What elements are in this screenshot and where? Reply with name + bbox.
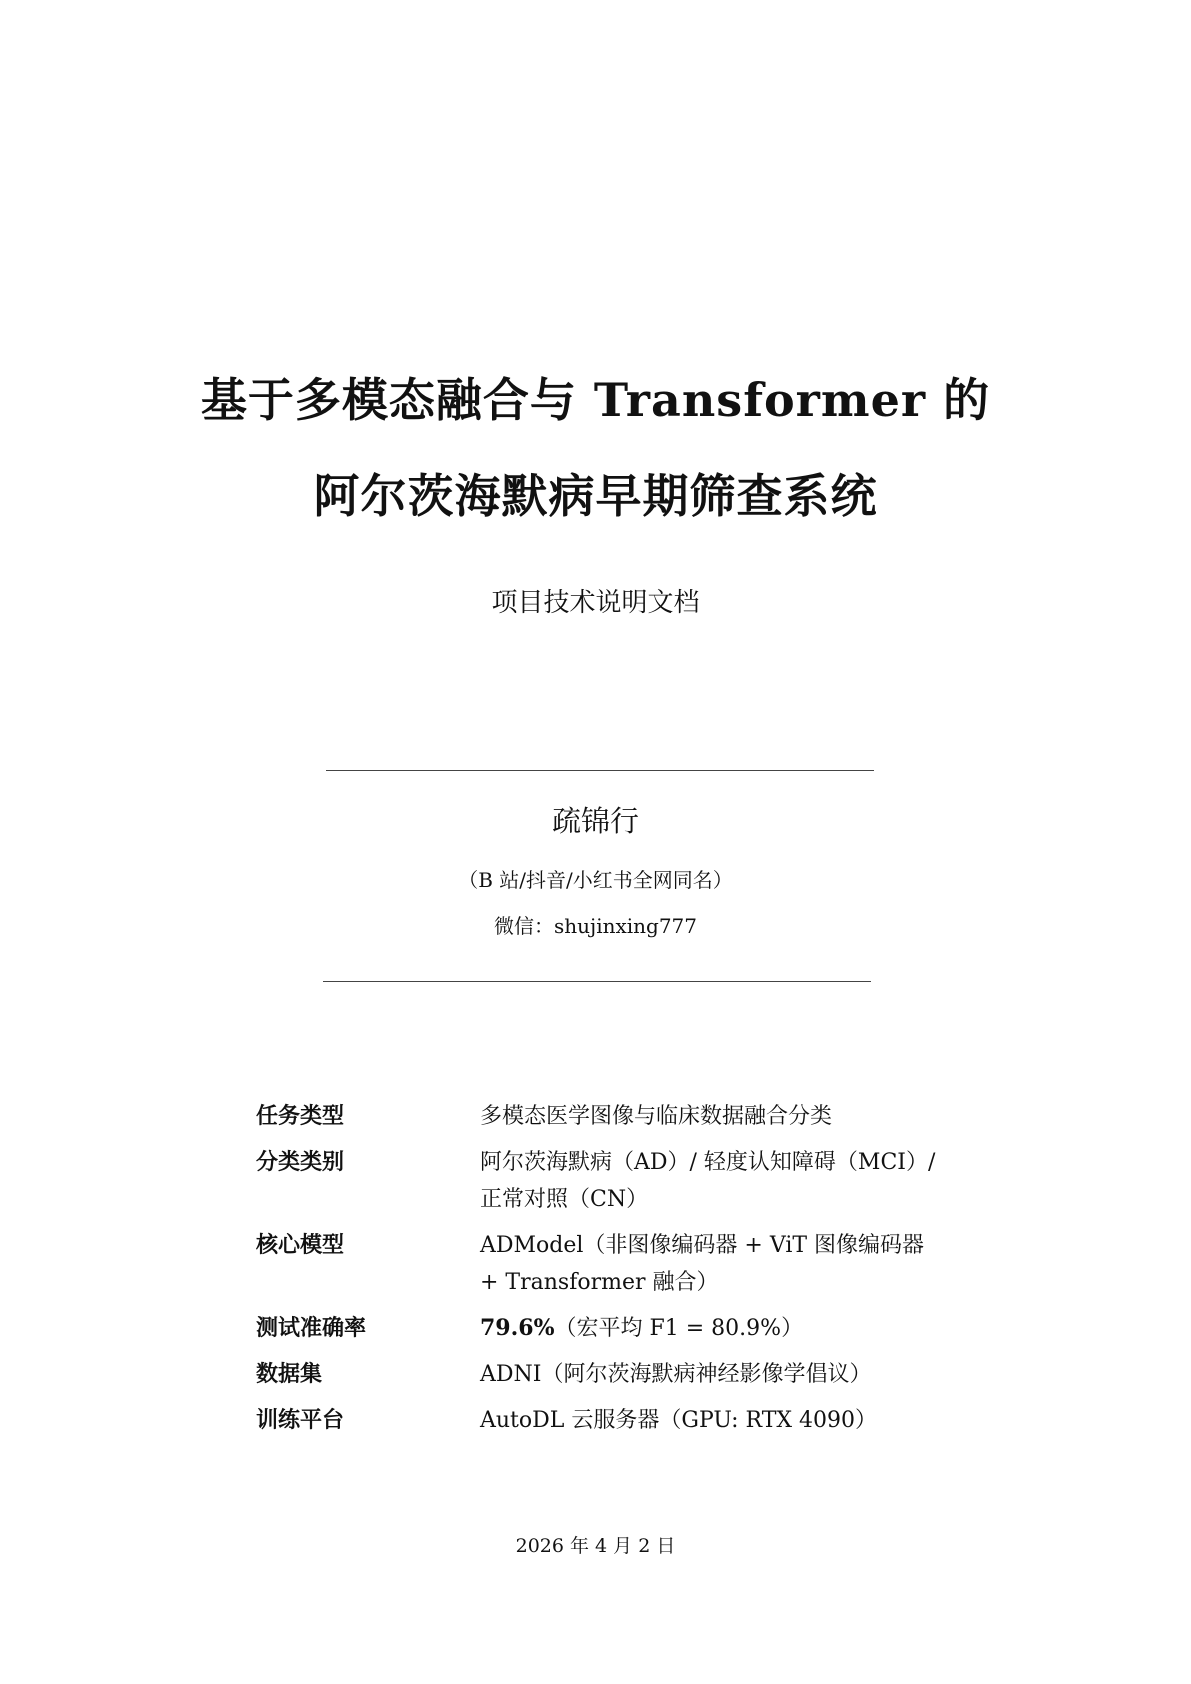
info-row-training-platform [256,1402,936,1439]
bottom-divider [323,981,871,982]
info-row-test-accuracy [256,1310,936,1347]
info-value: AutoDL 云服务器（GPU: RTX 4090） [480,1408,878,1433]
info-value: ADModel（非图像编码器 + ViT 图像编码器 + Transformer 融合） [480,1233,925,1295]
author-contact: 微信：shujinxing777 [493,914,698,938]
document-date: 2026 年 4 月 2 日 [515,1535,676,1557]
top-divider [326,770,874,771]
author-name: 疏锦行 [551,804,639,838]
title-line-1: 基于多模态融合与 Transformer 的 [200,373,991,427]
info-value: 阿尔茨海默病（AD）/ 轻度认知障碍（MCI）/ 正常对照（CN） [480,1150,936,1212]
project-info-table [256,1098,936,1448]
info-key: 数据集 [256,1361,323,1387]
info-value: ADNI（阿尔茨海默病神经影像学倡议） [480,1362,872,1387]
accuracy-value: 79.6% [480,1315,555,1341]
document-subtitle: 项目技术说明文档 [491,588,700,618]
info-value: 多模态医学图像与临床数据融合分类 [480,1104,833,1129]
info-key: 分类类别 [256,1149,345,1175]
author-note: （B 站/抖音/小红书全网同名） [458,868,733,892]
info-key: 任务类型 [256,1103,345,1129]
info-key: 训练平台 [256,1407,345,1433]
macro-f1-note: （宏平均 F1 = 80.9%） [554,1316,804,1341]
title-line-2: 阿尔茨海默病早期筛查系统 [313,469,878,523]
info-row-task-type [256,1098,936,1135]
info-row-core-model [256,1227,936,1301]
info-key: 核心模型 [256,1232,345,1258]
info-row-classes [256,1144,936,1218]
info-key: 测试准确率 [256,1315,367,1341]
info-value [480,1310,936,1347]
info-row-dataset [256,1356,936,1393]
